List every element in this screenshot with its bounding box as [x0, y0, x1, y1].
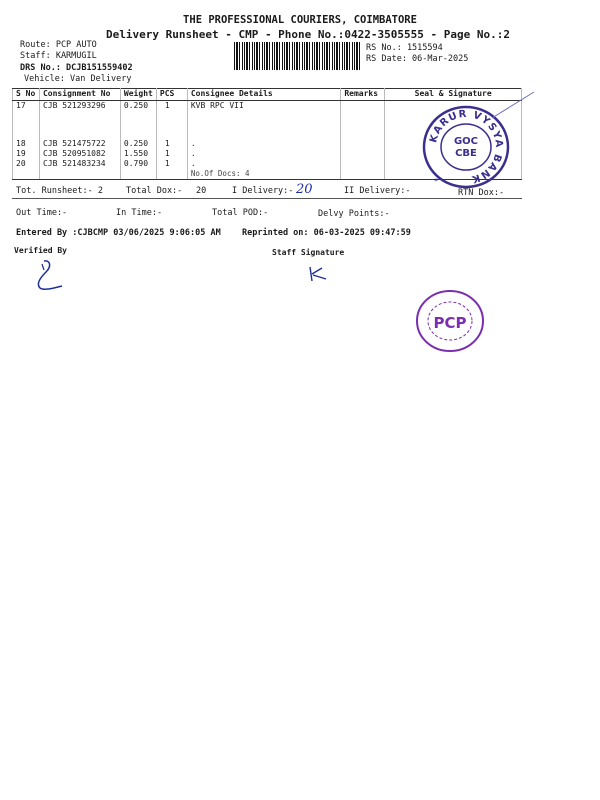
barcode [234, 42, 360, 70]
staff-signature-mark [304, 264, 334, 284]
cell-weight: 0.250 [120, 139, 156, 149]
tot-runsheet: Tot. Runsheet:- 2 [16, 186, 103, 196]
cell-sno: 19 [13, 149, 40, 159]
cell-consignee: . [187, 139, 341, 149]
verified-by-label: Verified By [14, 246, 67, 255]
cell-consignment: CJB 521483234 [39, 159, 120, 169]
cell-consignee: KVB RPC VII [187, 101, 341, 112]
cell-consignment: CJB 521293296 [39, 101, 120, 112]
company-title: THE PROFESSIONAL COURIERS, COIMBATORE [183, 14, 417, 26]
cell-consignment: CJB 521475722 [39, 139, 120, 149]
bank-seal-ring-text: KARUR VYSYA BANK [428, 108, 505, 185]
cell-weight: 0.250 [120, 101, 156, 112]
cell-sno: 20 [13, 159, 40, 169]
vehicle-label: Vehicle: Van Delivery [24, 74, 132, 84]
seal-pen-stroke [490, 90, 536, 120]
cell-weight: 1.550 [120, 149, 156, 159]
cell-sno: 17 [13, 101, 40, 112]
out-time-label: Out Time:- [16, 208, 68, 218]
staff-signature-label: Staff Signature [272, 248, 345, 257]
cell-pcs: 1 [156, 101, 187, 112]
rtn-dox-label: RTN Dox:- [458, 188, 505, 198]
in-time-label: In Time:- [116, 208, 163, 218]
route-label: Route: PCP AUTO [20, 40, 97, 50]
staff-label: Staff: KARMUGIL [20, 51, 97, 61]
col-header-pcs: PCS [156, 89, 187, 101]
reprinted-on: Reprinted on: 06-03-2025 09:47:59 [242, 228, 411, 238]
svg-text:*: * [434, 177, 438, 186]
i-delivery-handwritten: 20 [296, 182, 313, 197]
runsheet-subtitle: Delivery Runsheet - CMP - Phone No.:0422-3505555 - Page No.:2 [106, 28, 510, 41]
col-header-weight: Weight [120, 89, 156, 101]
cell-consignee: . [187, 149, 341, 159]
col-header-consignment: Consignment No [39, 89, 120, 101]
total-pod-label: Total POD:- [212, 208, 269, 218]
cell-pcs: 1 [156, 159, 187, 169]
col-header-seal: Seal & Signature [385, 89, 522, 101]
docs-count: No.Of Docs: 4 [187, 169, 341, 180]
rs-date: RS Date: 06-Mar-2025 [366, 54, 469, 64]
i-delivery-label: I Delivery:- [232, 186, 294, 196]
total-dox-value: 20 [196, 186, 207, 196]
cell-remarks [341, 159, 385, 169]
cell-remarks [341, 139, 385, 149]
pcp-stamp [412, 286, 488, 356]
cell-pcs: 1 [156, 149, 187, 159]
col-header-sno: S No [13, 89, 40, 101]
drs-number: DRS No.: DCJB151559402 [20, 63, 133, 73]
cell-sno: 18 [13, 139, 40, 149]
verifier-signature [30, 258, 70, 294]
total-dox-label: Total Dox:- [126, 186, 183, 196]
bank-seal-center-2: CBE [455, 148, 477, 159]
col-header-consignee: Consignee Details [187, 89, 341, 101]
cell-remarks [341, 101, 385, 112]
col-header-remarks: Remarks [341, 89, 385, 101]
entered-by: Entered By :CJBCMP 03/06/2025 9:06:05 AM [16, 228, 221, 238]
delvy-points-label: Delvy Points:- [318, 209, 390, 219]
cell-weight: 0.790 [120, 159, 156, 169]
rs-number: RS No.: 1515594 [366, 43, 443, 53]
summary-divider [12, 198, 522, 199]
bank-seal-center-1: GOC [453, 136, 479, 147]
cell-remarks [341, 149, 385, 159]
cell-consignment: CJB 520951082 [39, 149, 120, 159]
cell-pcs: 1 [156, 139, 187, 149]
ii-delivery-label: II Delivery:- [344, 186, 411, 196]
cell-consignee: . [187, 159, 341, 169]
table-header-row [13, 89, 522, 101]
pcp-stamp-text: PCP [433, 314, 467, 332]
